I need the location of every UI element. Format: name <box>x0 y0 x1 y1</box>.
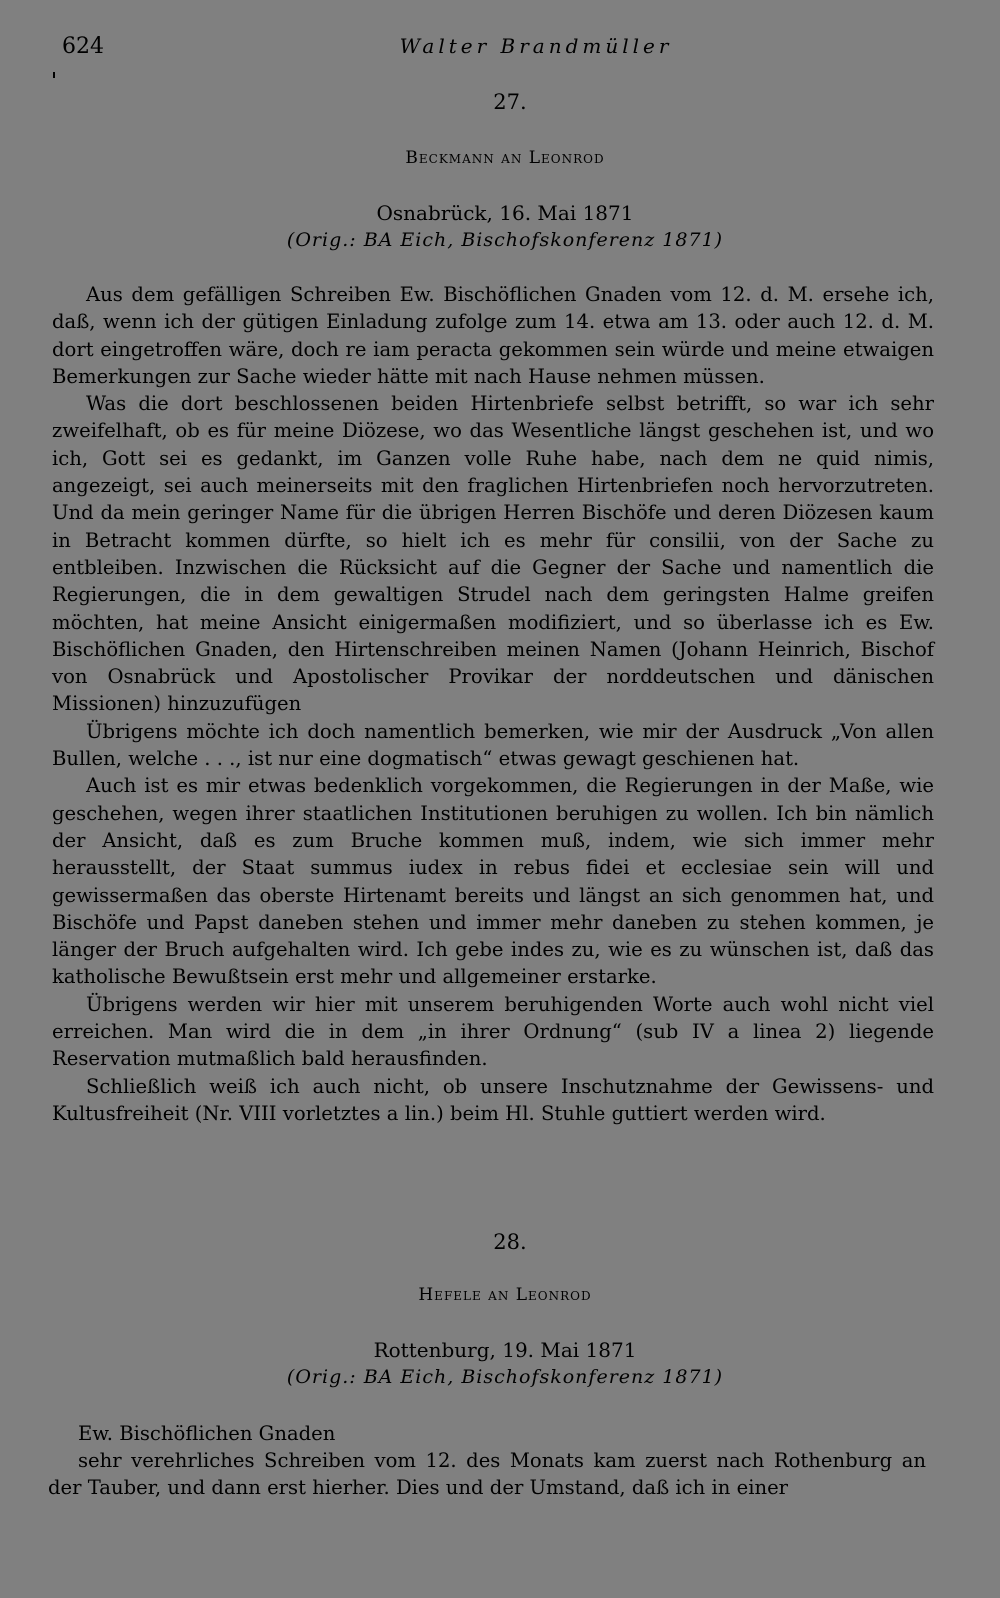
running-head: Walter Brandmüller <box>399 34 673 58</box>
letter-27-place-date: Osnabrück, 16. Mai 1871 <box>376 201 634 225</box>
letter-27-paragraph: Schließlich weiß ich auch nicht, ob unsere Inschutznahme der Gewissens- und Kultusfreiheit (Nr. VIII vorletztes a lin.) beim Hl. Stuhle guttiert werden wird. <box>52 1074 934 1125</box>
page-number: 624 <box>62 34 104 59</box>
letter-27-paragraph: Aus dem gefälligen Schreiben Ew. Bischöflichen Gnaden vom 12. d. M. ersehe ich, daß, wenn ich der gütigen Einladung zufolge zum 14. etwa am 13. oder auch 12. d. M. dort eingetroffen wäre, doch re iam peracta gekommen sein würde und meine etwaigen Bemerkungen zur Sache wieder hätte mit nach Hause nehmen müssen. <box>52 283 934 388</box>
letter-27-body <box>52 281 934 1127</box>
letter-27-number: 27. <box>493 90 527 114</box>
letter-28-source: (Orig.: BA Eich, Bischofskonferenz 1871) <box>286 1366 724 1388</box>
page-header <box>62 34 940 64</box>
stray-ink-mark <box>53 72 55 78</box>
letter-27-paragraph: Übrigens werden wir hier mit unserem beruhigenden Worte auch wohl nicht viel erreichen. Man wird die in dem „in ihrer Ordnung“ (sub IV a linea 2) liegende Reservation mutmaßlich bald herausfinden. <box>52 992 934 1071</box>
letter-27-source: (Orig.: BA Eich, Bischofskonferenz 1871) <box>286 229 724 251</box>
letter-28-place-date: Rottenburg, 19. Mai 1871 <box>373 1338 637 1362</box>
letter-28-paragraph: sehr verehrliches Schreiben vom 12. des Monats kam zuerst nach Rothenburg an der Tauber, und dann erst hierher. Dies und der Umstand, daß ich in einer <box>48 1449 926 1499</box>
letter-28-number: 28. <box>493 1230 527 1254</box>
letter-28-salutation: Ew. Bischöflichen Gnaden <box>78 1422 336 1445</box>
letter-27-heading: Beckmann an Leonrod <box>405 148 605 168</box>
letter-28-heading: Hefele an Leonrod <box>418 1285 592 1305</box>
letter-27-paragraph: Was die dort beschlossenen beiden Hirtenbriefe selbst betrifft, so war ich sehr zweifelhaft, ob es für meine Diözese, wo das Wesentliche längst geschehen ist, und wo ich, Gott sei es gedankt, im Ganzen volle Ruhe habe, nach dem ne quid nimis, angezeigt, sei auch meinerseits mit den fraglichen Hirtenbriefen noch hervorzutreten. Und da mein geringer Name für die übrigen Herren Bischöfe und deren Diözesen kaum in Betracht kommen dürfte, so hielt ich es mehr für consilii, von der Sache zu entbleiben. Inzwischen die Rücksicht auf die Gegner der Sache und namentlich die Regierungen, die in dem gewaltigen Strudel nach dem geringsten Halme greifen möchten, hat meine Ansicht einigermaßen modifiziert, und so überlasse ich es Ew. Bischöflichen Gnaden, den Hirtenschreiben meinen Namen (Johann Heinrich, Bischof von Osnabrück und Apostolischer Provikar der norddeutschen und dänischen Missionen) hinzuzufügen <box>52 392 934 716</box>
letter-27-paragraph: Übrigens möchte ich doch namentlich bemerken, wie mir der Ausdruck „Von allen Bullen, welche . . ., ist nur eine dogmatisch“ etwas gewagt geschienen hat. <box>52 719 934 771</box>
letter-28-body <box>48 1447 926 1501</box>
letter-27-paragraph: Auch ist es mir etwas bedenklich vorgekommen, die Regierungen in der Maße, wie geschehen, wegen ihrer staatlichen Institutionen beruhigen zu wollen. Ich bin nämlich der Ansicht, daß es zum Bruche kommen muß, indem, wie sich immer mehr herausstellt, der Staat summus iudex in rebus fidei et ecclesiae sein will und gewissermaßen das oberste Hirtenamt bereits und längst an sich genommen hat, und Bischöfe und Papst daneben stehen und immer mehr daneben zu stehen kommen, je länger der Bruch aufgehalten wird. Ich gebe indes zu, wie es zu wünschen ist, daß das katholische Bewußtsein erst mehr und allgemeiner erstarke. <box>52 774 934 989</box>
